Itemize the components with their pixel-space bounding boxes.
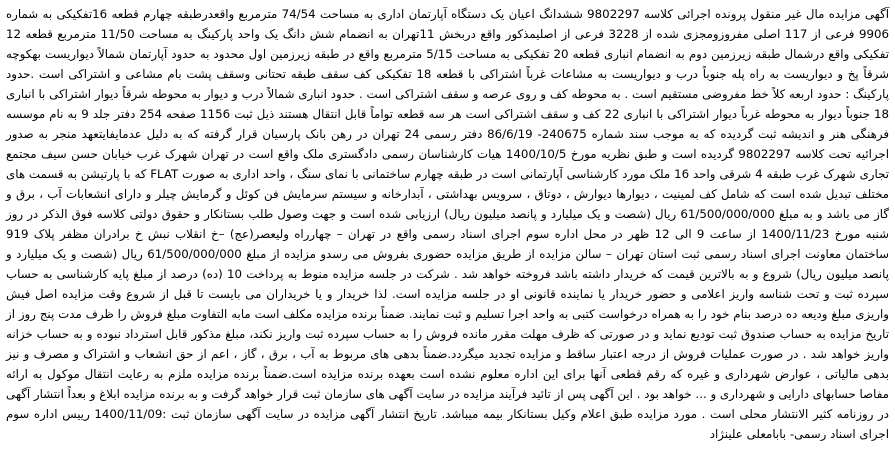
auction-notice [6, 4, 889, 444]
notice-body-text: آگهی مزایده مال غیر منقول پرونده اجرائی کلاسه 9802297 ششدانگ اعیان یک دستگاه آپارتمان اداری به مساحت 74/54 مترمربع واقعدرطبقه چهارم قطعه 16تفکیکی به شماره 9906 فرعی از 117 اصلی مفروزومجزی شده از 3228 فرعی از اصلیمذکور واقع دربخش 11تهران به انضمام شش دانگ یک واحد پارکینگ به مساحت 11/50 مترمربع قطعه 12 تفکیکی واقع درشمال طبقه زیرزمین دوم به انضمام انباری قطعه 20 تفکیکی به مساحت 5/15 مترمربع واقع در طبقه زیرزمین اول محدود به حدود آپارتمان شمالاً دیواریست بهکوچه شرقاً پخ و دیواریست به راه پله جنوباً درب و دیواریست به مشاعات غرباً اشتراکی با قطعه 18 تفکیکی کف سقف طبقه تحتانی وسقف پشت بام مشاعی و اشتراکی است .حدود پارکینگ : حدود اربعه کلاً خط مفروضی مستقیم است . به محوطه کف و روی عرصه و سقف اشتراکی است . حدود انباری شمالاً درب و دیوار به محوطه شرقاً دیوار اشتراکی با انباری 18 جنوباً دیوار به محوطه غرباً دیوار اشتراکی با انباری 22 کف و سقف اشتراکی است هر سه قطعه تواماً قابل انتقال هستند ذیل ثبت 1156 صفحه 254 دفتر جلد 9 به نام موسسه فرهنگی هنر و اندیشه ثبت گردیده که به موجب سند شماره 240675- 86/6/19 دفتر رسمی 24 تهران در رهن بانک پارسیان قرار گرفته که به دلیل عدمایفایتعهد منجر به صدور اجرائیه تحت کلاسه 9802297 گردیده است و طبق نظریه مورخ 1400/10/5 هیات کارشناسان رسمی دادگستری ملک واقع است در تهران شهرک غرب خیابان حسن سیف مجتمع تجاری شهرک غرب طبقه 4 شرقی واحد 16 ملک مورد کارشناسی آپارتمانی است در طبقه چهارم ساختمانی با نمای سنگ ، واحد اداری به صورت FLAT که با پارتیشن به قسمت های مختلف تبدیل شده است که شامل کف لمینیت ، دیوارها دیوارش ، دوتاق ، سرویس بهداشتی ، آبدارخانه و سیستم سرمایش فن کوئل و گرمایش چیلر و دارای انشعابات آب ، برق و گاز می باشد و به مبلغ 61/500/000/000 ریال (شصت و یک میلیارد و پانصد میلیون ریال) ارزیابی شده است و جهت وصول طلب بستانکار و حقوق دولتی کلاسه فوق الذکر در روز شنبه مورخ 1400/11/23 از ساعت 9 الی 12 ظهر در محل اداره سوم اجرای اسناد رسمی واقع در تهران – چهارراه ولیعصر(عج) –خ انقلاب نبش خ برادران مظفر پلاک 919 ساختمان معاونت اجرای اسناد رسمی ثبت استان تهران – سالن مزایده از طریق مزایده حضوری بفروش می رسدو مزایده از مبلغ 61/500/000/000 ریال (شصت و یک میلیارد و پانصد میلیون ریال) شروع و به بالاترین قیمت که خریدار داشته باشد فروخته خواهد شد . شرکت در جلسه مزایده منوط به پرداخت 10 (ده) درصد از مبلغ پایه کارشناسی به حساب سپرده ثبت و تحت شناسه واریز اعلامی و حضور خریدار یا نماینده قانونی او در جلسه مزایده است. لذا خریدار و یا خریداران می بایست تا قبل از شروع وقت مزایده اصل فیش واریزی مبلغ ودیعه ده درصد بنام خود را به همراه درخواست کتبی به واحد اجرا تسلیم و ثبت نمایند. ضمناً برنده مزایده مکلف است مابه التفاوت مبلغ فروش را ظرف مدت پنج روز از تاریخ مزایده به حساب صندوق ثبت تودیع نماید و در صورتی که ظرف مهلت مقرر مانده فروش را به حساب سپرده ثبت واریز نکند، مبلغ مذکور قابل استرداد نبوده و به حساب خزانه واریز خواهد شد . در صورت عملیات فروش از درجه اعتبار ساقط و مزایده تجدید میگردد.ضمناً بدهی های مربوط به آب ، برق ، گاز ، اعم از حق انشعاب و اشتراک و مصرف و نیز بدهی مالیاتی ، عوارض شهرداری و غیره که رقم قطعی آنها برای این اداره معلوم نشده است بعهده برنده مزایده است.ضمناً برنده مزایده ملزم به رعایت انتقال موکول به ارائه مفاصا حسابهای دارایی و شهرداری و ... خواهد بود . این آگهی پس از تائید فرآیند مزایده در سایت آگهی های سازمان ثبت قرار خواهد گرفت و به برنده مزایده ابلاغ و بعداً انتشار آگهی در روزنامه کثیر الانتشار محلی است . مورد مزایده طبق اعلام وکیل بستانکار بیمه میباشد. تاریخ انتشار آگهی مزایده در سایت آگهی سازمان ثبت :1400/11/09 رییس اداره سوم اجرای اسناد رسمی- بابامعلی علینژاد [6, 7, 890, 441]
